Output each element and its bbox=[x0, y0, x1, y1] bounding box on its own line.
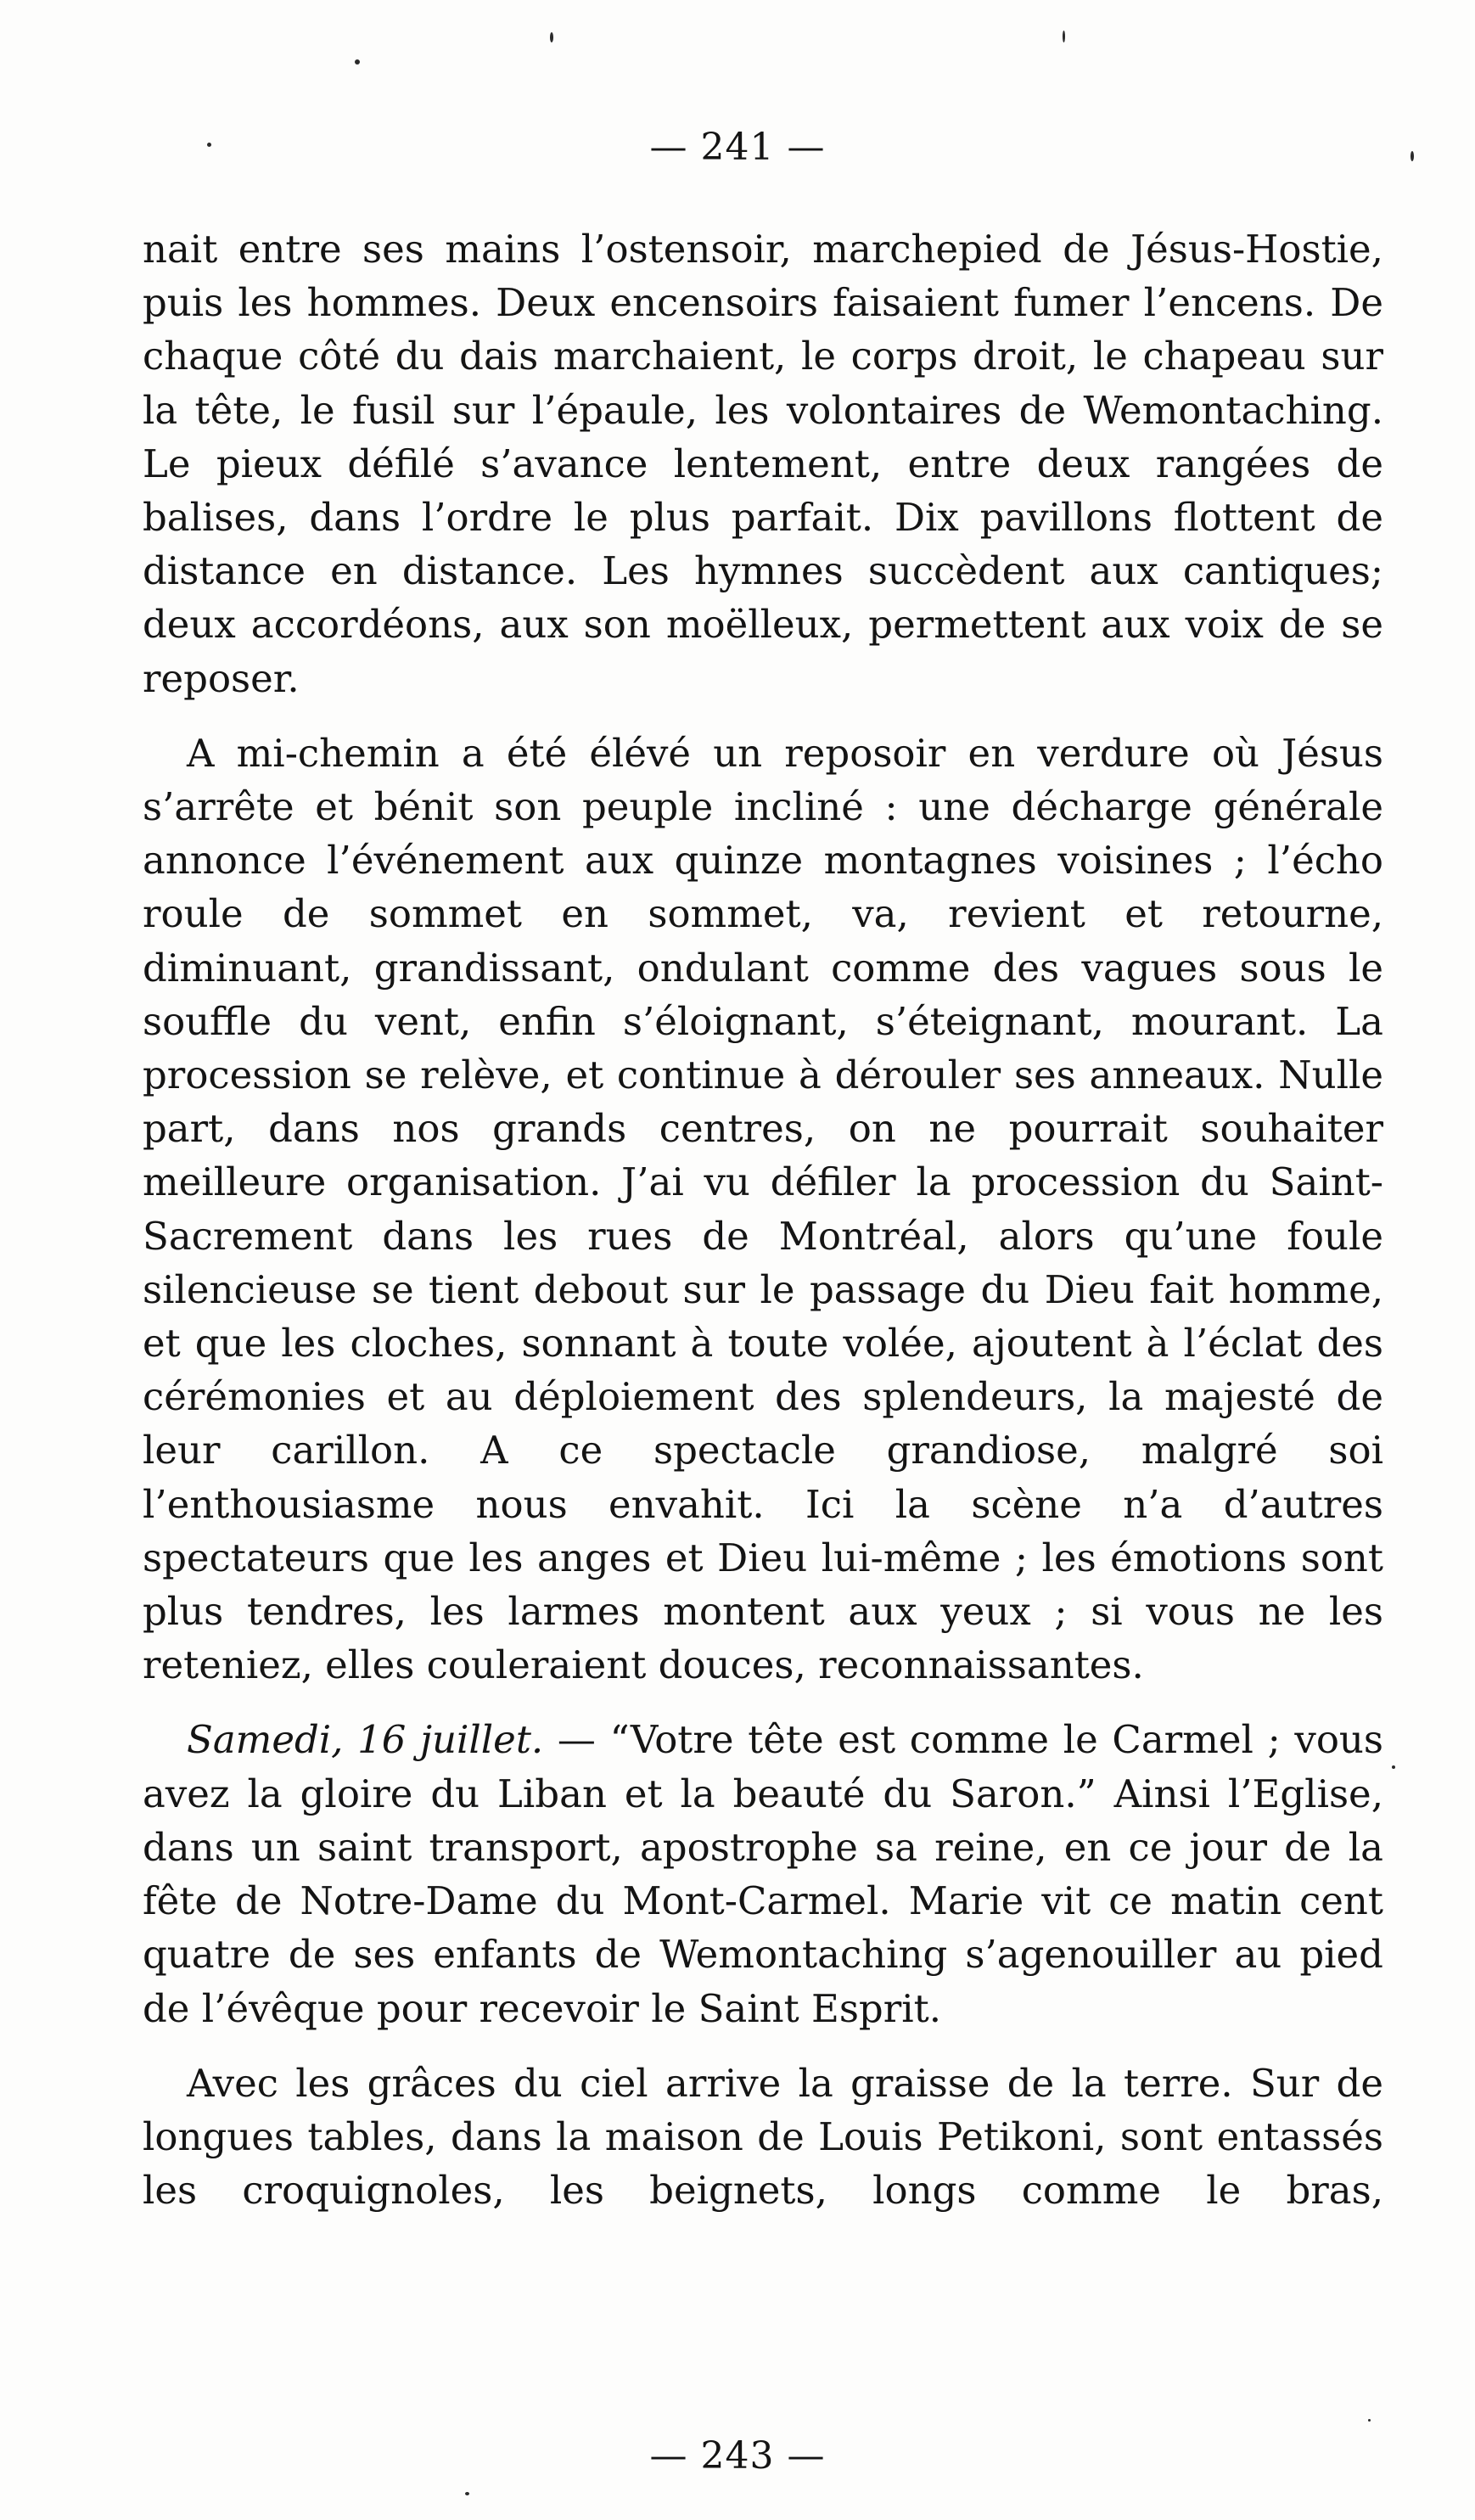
paragraph-3 bbox=[143, 1713, 1383, 2035]
scan-speck bbox=[1392, 1765, 1395, 1769]
body-text bbox=[143, 222, 1383, 2217]
date-heading: Samedi, 16 juillet. bbox=[187, 1717, 544, 1763]
scan-speck bbox=[355, 59, 360, 65]
paragraph-3-text: — “Votre tête est comme le Carmel ; vous avez la gloire du Liban et la beauté du Saron.” Ainsi l’Eglise, dans un saint transport, apostrophe sa reine, en ce jour de la fête de Notre-Dame du Mont-Carmel. Marie vit ce matin cent quatre de ses enfants de Wemontaching s’agenouiller au pied de l’évêque pour recevoir le Saint Esprit. bbox=[143, 1717, 1383, 2031]
scan-speck bbox=[550, 32, 553, 42]
page-number-top: — 241 — bbox=[649, 126, 826, 169]
page-number-bottom: — 243 — bbox=[649, 2434, 826, 2478]
paragraph-4: Avec les grâces du ciel arrive la graisse de la terre. Sur de longues tables, dans la maison de Louis Petikoni, sont entassés les croquignoles, les beignets, longs comme le bras, bbox=[143, 2060, 1383, 2214]
scan-speck bbox=[1368, 2419, 1371, 2422]
paragraph-1: nait entre ses mains l’ostensoir, marchepied de Jésus-Hostie, puis les hommes. Deux encensoirs faisaient fumer l’encens. De chaque côté du dais marchaient, le corps droit, le chapeau sur la tête, le fusil sur l’épaule, les volontaires de Wemontaching. Le pieux défilé s’avance lentement, entre deux rangées de balises, dans l’ordre le plus parfait. Dix pavillons flottent de distance en distance. Les hymnes succèdent aux cantiques; deux accordéons, aux son moëlleux, permettent aux voix de se reposer. bbox=[143, 227, 1383, 701]
scan-speck bbox=[207, 143, 211, 147]
paragraph-2: A mi-chemin a été élévé un reposoir en verdure où Jésus s’arrête et bénit son peuple incliné : une décharge générale annonce l’événement aux quinze montagnes voisines ; l’écho roule de sommet en sommet, va, revient et retourne, diminuant, grandissant, ondulant comme des vagues sous le souffle du vent, enfin s’éloignant, s’éteignant, mourant. La procession se relève, et continue à dérouler ses anneaux. Nulle part, dans nos grands centres, on ne pourrait souhaiter meilleure organisation. J’ai vu défiler la procession du Saint-Sacrement dans les rues de Montréal, alors qu’une foule silencieuse se tient debout sur le passage du Dieu fait homme, et que les cloches, sonnant à toute volée, ajoutent à l’éclat des cérémonies et au déploiement des splendeurs, la majesté de leur carillon. A ce spectacle grandiose, malgré soi l’enthousiasme nous envahit. Ici la scène n’a d’autres spectateurs que les anges et Dieu lui-même ; les émotions sont plus tendres, les larmes montent aux yeux ; si vous ne les reteniez, elles couleraient douces, reconnaissantes. bbox=[143, 730, 1383, 1688]
scan-speck bbox=[465, 2492, 469, 2495]
scan-speck bbox=[1411, 151, 1414, 161]
scan-speck bbox=[1063, 31, 1065, 42]
